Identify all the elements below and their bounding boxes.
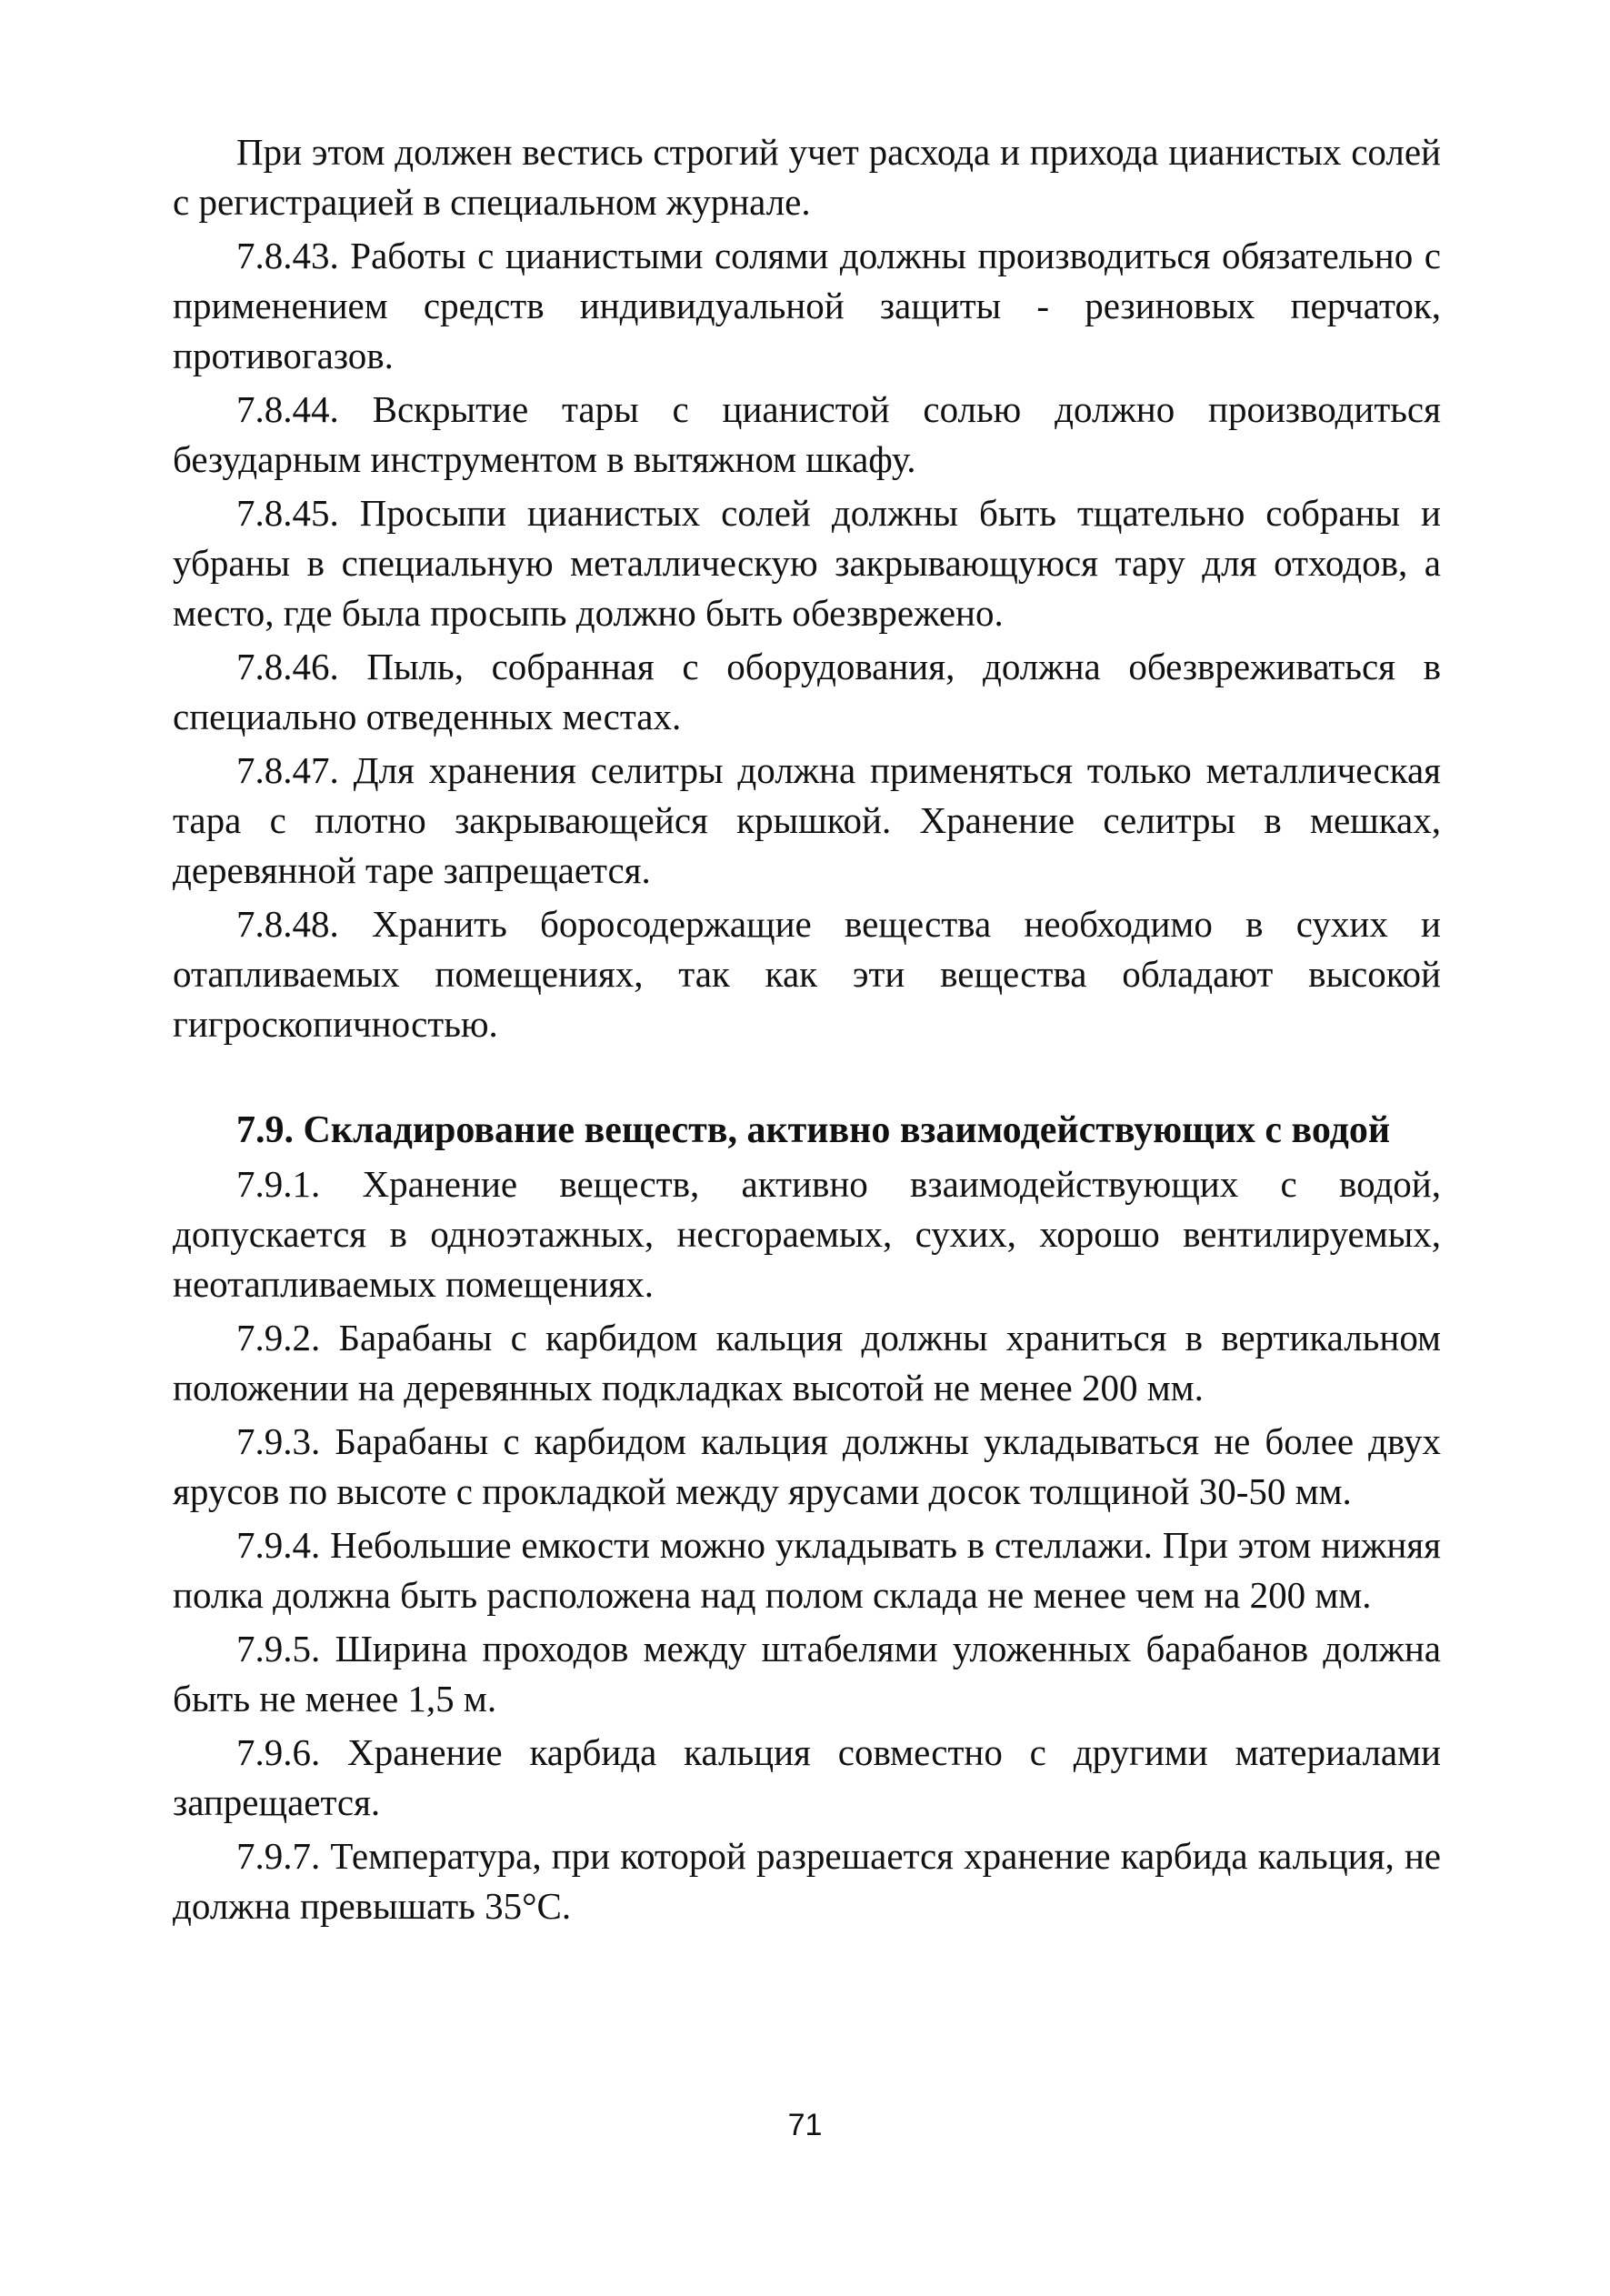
paragraph-7-8-43: 7.8.43. Работы с цианистыми солями должны производиться обязательно с применением средств индивидуальной защиты - резиновых перчаток, противогазов. xyxy=(173,235,1441,376)
paragraph-intro: При этом должен вестись строгий учет расхода и прихода цианистых солей с регистрацией в специальном журнале. xyxy=(173,131,1441,223)
page-number: 71 xyxy=(787,2108,823,2142)
paragraph-7-8-47: 7.8.47. Для хранения селитры должна применяться только металлическая тара с плотно закрывающейся крышкой. Хранение селитры в мешках, деревянной таре запрещается. xyxy=(173,749,1441,891)
paragraph-7-9-7: 7.9.7. Температура, при которой разрешается хранение карбида кальция, не должна превышать 35°C. xyxy=(173,1835,1441,1927)
paragraph-7-9-1: 7.9.1. Хранение веществ, активно взаимодействующих с водой, допускается в одноэтажных, несгораемых, сухих, хорошо вентилируемых, неотапливаемых помещениях. xyxy=(173,1163,1441,1305)
paragraph-7-9-5: 7.9.5. Ширина проходов между штабелями уложенных барабанов должна быть не менее 1,5 м. xyxy=(173,1628,1441,1719)
paragraph-7-9-3: 7.9.3. Барабаны с карбидом кальция должны укладываться не более двух ярусов по высоте с прокладкой между ярусами досок толщиной 30-50 мм. xyxy=(173,1420,1441,1512)
paragraph-7-9-4: 7.9.4. Небольшие емкости можно укладывать в стеллажи. При этом нижняя полка должна быть расположена над полом склада не менее чем на 200 мм. xyxy=(173,1524,1441,1616)
paragraph-7-8-45: 7.8.45. Просыпи цианистых солей должны быть тщательно собраны и убраны в специальную металлическую закрывающуюся тару для отходов, а место, где была просыпь должно быть обезврежено. xyxy=(173,492,1441,634)
paragraph-7-9-6: 7.9.6. Хранение карбида кальция совместно с другими материалами запрещается. xyxy=(173,1731,1441,1823)
paragraph-7-8-46: 7.8.46. Пыль, собранная с оборудования, должна обезвреживаться в специально отведенных местах. xyxy=(173,646,1441,737)
paragraph-7-8-44: 7.8.44. Вскрытие тары с цианистой солью должно производиться безударным инструментом в вытяжном шкафу. xyxy=(173,388,1441,480)
document-body xyxy=(173,127,1441,1931)
paragraph-7-9-2: 7.9.2. Барабаны с карбидом кальция должны храниться в вертикальном положении на деревянных подкладках высотой не менее 200 мм. xyxy=(173,1317,1441,1409)
section-heading-7-9: 7.9. Складирование веществ, активно взаимодействующих с водой xyxy=(236,1109,1391,1151)
paragraph-7-8-48: 7.8.48. Хранить боросодержащие вещества необходимо в сухих и отапливаемых помещениях, так как эти вещества обладают высокой гигроскопичностью. xyxy=(173,903,1441,1045)
